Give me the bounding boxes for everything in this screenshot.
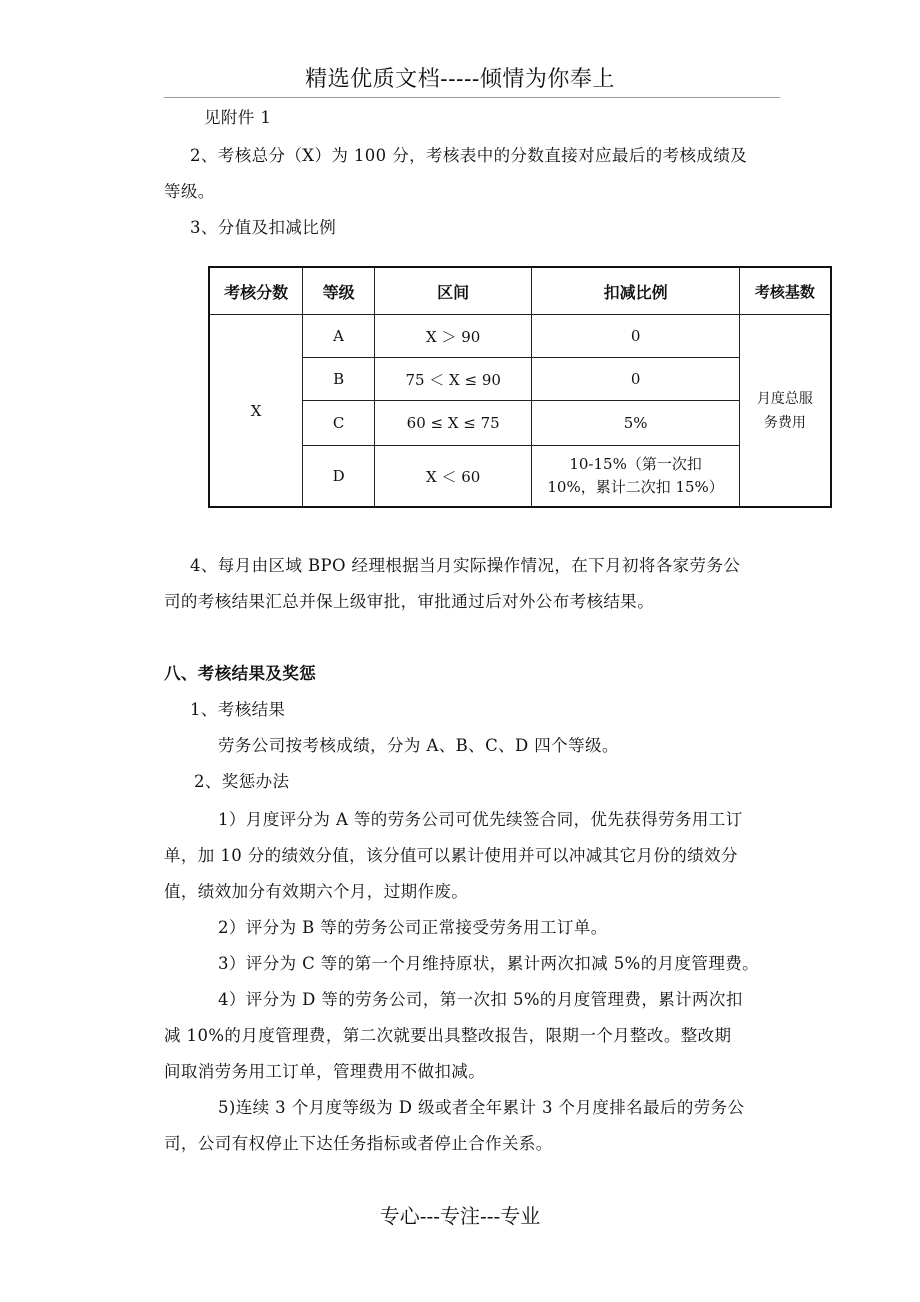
header-base: 考核基数 — [739, 267, 831, 315]
item5-line-2: 司，公司有权停止下达任务指标或者停止合作关系。 — [164, 1134, 553, 1153]
grade-cell: C — [303, 401, 375, 446]
header-deduction: 扣减比例 — [532, 267, 739, 315]
page-footer: 专心---专注---专业 — [379, 1204, 541, 1228]
item1-line-3: 值，绩效加分有效期六个月，过期作废。 — [164, 882, 469, 901]
header-score: 考核分数 — [209, 267, 303, 315]
range-cell: X ＜ 60 — [374, 446, 531, 507]
grade-cell: B — [303, 358, 375, 401]
base-cell — [739, 315, 831, 507]
item4-line-2: 减 10%的月度管理费，第二次就要出具整改报告，限期一个月整改。整改期 — [164, 1026, 732, 1045]
grade-cell: A — [303, 315, 375, 358]
table-row — [209, 315, 831, 358]
item2: 2）评分为 B 等的劳务公司正常接受劳务用工订单。 — [218, 918, 608, 937]
item3: 3）评分为 C 等的第一个月维持原状，累计两次扣减 5%的月度管理费。 — [218, 954, 760, 973]
grade-cell: D — [303, 446, 375, 507]
base-line-1: 月度总服 — [756, 390, 813, 407]
results-text: 劳务公司按考核成绩，分为 A、B、C、D 四个等级。 — [218, 736, 619, 755]
table-row — [209, 401, 831, 446]
appendix-ref: 见附件 1 — [204, 108, 272, 127]
para4-line-1: 4、每月由区域 BPO 经理根据当月实际操作情况，在下月初将各家劳务公 — [190, 556, 741, 575]
base-line-2: 务费用 — [763, 414, 806, 431]
deduction-cell — [532, 446, 739, 507]
score-cell: X — [209, 315, 303, 507]
range-cell: 75 ＜ X ≤ 90 — [374, 358, 531, 401]
section-8-title: 八、考核结果及奖惩 — [164, 664, 317, 683]
item1-line-2: 单，加 10 分的绩效分值，该分值可以累计使用并可以冲减其它月份的绩效分 — [164, 846, 738, 865]
table-header-row — [209, 267, 831, 315]
table-row — [209, 446, 831, 507]
item1-line-1: 1）月度评分为 A 等的劳务公司可优先续签合同，优先获得劳务用工订 — [218, 810, 743, 829]
score-deduction-heading: 3、分值及扣减比例 — [190, 218, 337, 237]
deduction-line-1: 10-15%（第一次扣 — [569, 455, 702, 474]
header-range: 区间 — [374, 267, 531, 315]
grade-table — [208, 266, 832, 508]
item5-line-1: 5)连续 3 个月度等级为 D 级或者全年累计 3 个月度排名最后的劳务公 — [218, 1098, 745, 1117]
table-row — [209, 358, 831, 401]
range-cell: 60 ≤ X ≤ 75 — [374, 401, 531, 446]
total-score-line-1: 2、考核总分（X）为 100 分，考核表中的分数直接对应最后的考核成绩及 — [190, 146, 748, 165]
deduction-line-2: 10%，累计二次扣 15%） — [547, 478, 724, 497]
header-grade: 等级 — [303, 267, 375, 315]
header-rule — [164, 97, 780, 98]
item4-line-1: 4）评分为 D 等的劳务公司，第一次扣 5%的月度管理费，累计两次扣 — [218, 990, 743, 1009]
deduction-cell: 5% — [532, 401, 739, 446]
page-header: 精选优质文档-----倾情为你奉上 — [305, 67, 615, 92]
deduction-cell: 0 — [532, 358, 739, 401]
para4-line-2: 司的考核结果汇总并保上级审批，审批通过后对外公布考核结果。 — [164, 592, 655, 611]
sub-heading-results: 1、考核结果 — [190, 700, 286, 719]
item4-line-3: 间取消劳务用工订单，管理费用不做扣减。 — [164, 1062, 486, 1081]
deduction-cell: 0 — [532, 315, 739, 358]
sub-heading-rewards: 2、奖惩办法 — [194, 772, 290, 791]
total-score-line-2: 等级。 — [164, 182, 215, 201]
range-cell: X ＞ 90 — [374, 315, 531, 358]
